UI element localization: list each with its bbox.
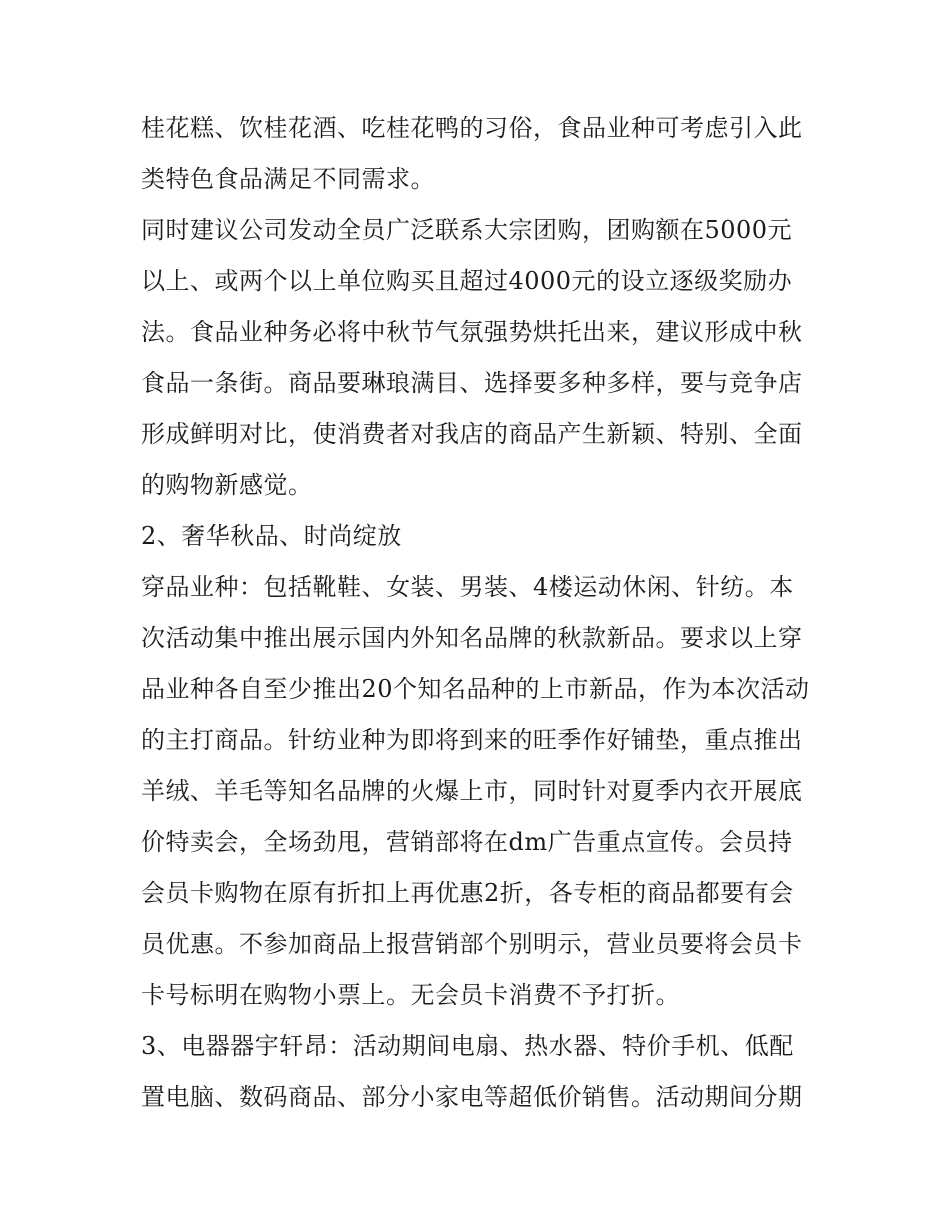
section-heading-autumn-goods: 2、奢华秋品、时尚绽放 [141,522,402,550]
document-body [141,103,816,1123]
paragraph-apparel: 穿品业种：包括靴鞋、女装、男装、4楼运动休闲、针纺。本次活动集中推出展示国内外知名品牌的秋款新品。要求以上穿品业种各自至少推出20个知名品种的上市新品，作为本次活动的主打商品。针纺业种为即将到来的旺季作好铺垫，重点推出羊绒、羊毛等知名品牌的火爆上市，同时针对夏季内衣开展底价特卖会，全场劲甩，营销部将在dm广告重点宣传。会员持会员卡购物在原有折扣上再优惠2折，各专柜的商品都要有会员优惠。不参加商品上报营销部个别明示，营业员要将会员卡卡号标明在购物小票上。无会员卡消费不予打折。 [141,573,810,1009]
paragraph-group-purchase: 同时建议公司发动全员广泛联系大宗团购，团购额在5000元以上、或两个以上单位购买且超过4000元的设立逐级奖励办法。食品业种务必将中秋节气氛强势烘托出来，建议形成中秋食品一条街。商品要琳琅满目、选择要多种多样，要与竞争店形成鲜明对比，使消费者对我店的商品产生新颖、特别、全面的购物新感觉。 [141,216,803,499]
paragraph-electronics: 3、电器器宇轩昂：活动期间电扇、热水器、特价手机、低配置电脑、数码商品、部分小家电等超低价销售。活动期间分期 [141,1032,803,1111]
paragraph-custom-foods: 桂花糕、饮桂花酒、吃桂花鸭的习俗，食品业种可考虑引入此类特色食品满足不同需求。 [141,114,803,193]
